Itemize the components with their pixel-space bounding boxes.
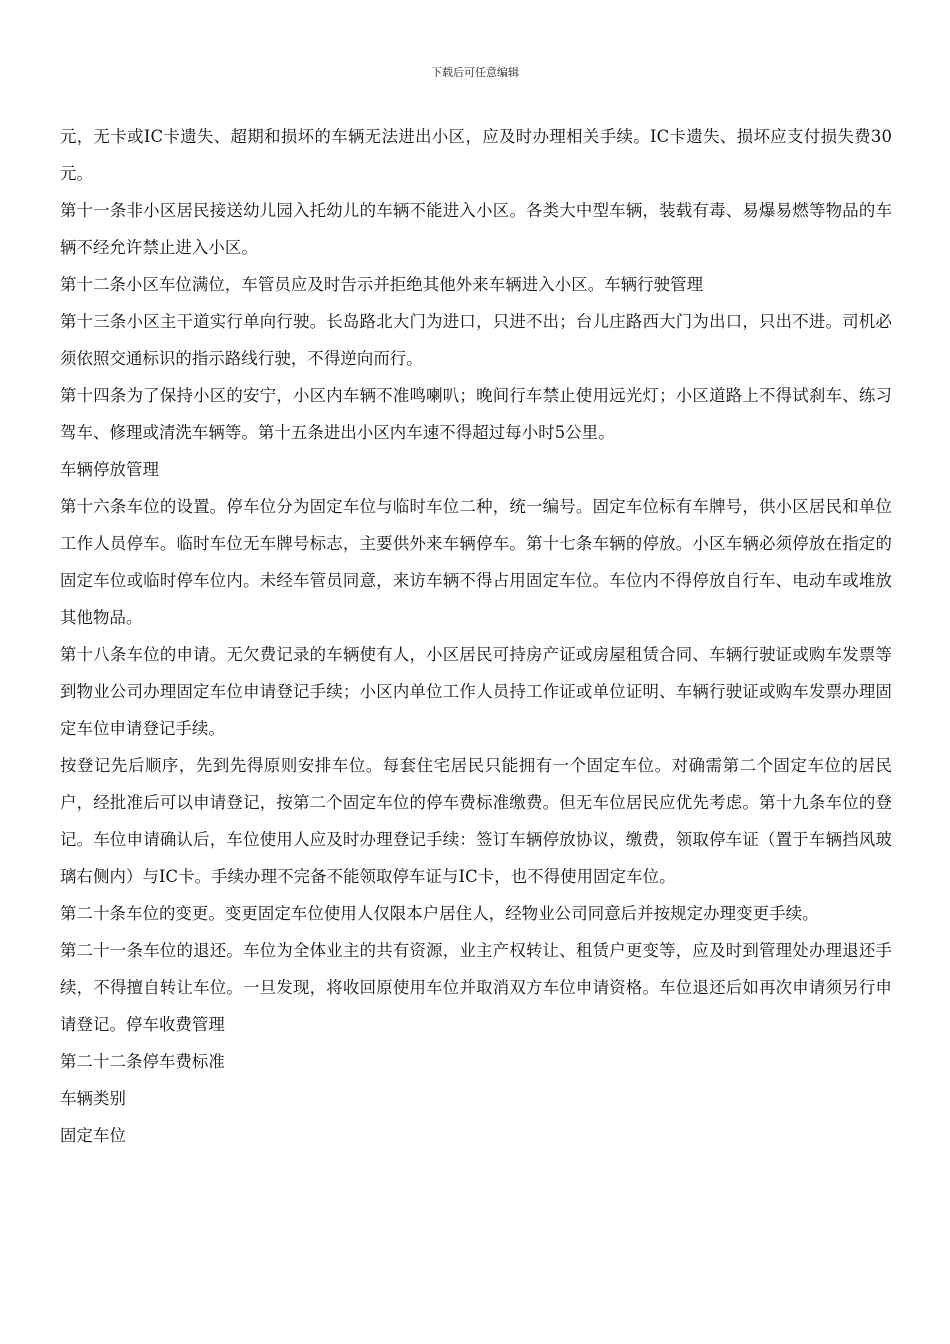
- paragraph-article-14-15: 第十四条为了保持小区的安宁，小区内车辆不准鸣喇叭；晚间行车禁止使用远光灯；小区道路上不得试刹车、练习驾车、修理或清洗车辆等。第十五条进出小区内车速不得超过每小时5公里。: [60, 386, 892, 442]
- paragraph-article-12: 第十二条小区车位满位，车管员应及时告示并拒绝其他外来车辆进入小区。车辆行驶管理: [60, 275, 704, 294]
- paragraph-article-18: 第十八条车位的申请。无欠费记录的车辆使有人，小区居民可持房产证或房屋租赁合同、车辆行驶证或购车发票等到物业公司办理固定车位申请登记手续；小区内单位工作人员持工作证或单位证明、车辆行驶证或购车发票办理固定车位申请登记手续。: [60, 645, 892, 738]
- paragraph-article-16-17: 第十六条车位的设置。停车位分为固定车位与临时车位二种，统一编号。固定车位标有车牌号，供小区居民和单位工作人员停车。临时车位无车牌号标志，主要供外来车辆停车。第十七条车辆的停放。小区车辆必须停放在指定的固定车位或临时停车位内。未经车管员同意，来访车辆不得占用固定车位。车位内不得停放自行车、电动车或堆放其他物品。: [60, 497, 892, 627]
- paragraph-article-21: 第二十一条车位的退还。车位为全体业主的共有资源，业主产权转让、租赁户更变等，应及时到管理处办理退还手续，不得擅自转让车位。一旦发现，将收回原使用车位并取消双方车位申请资格。车位退还后如再次申请须另行申请登记。停车收费管理: [60, 941, 892, 1034]
- paragraph-article-22: 第二十二条停车费标准: [60, 1052, 225, 1071]
- paragraph-article-19: 按登记先后顺序，先到先得原则安排车位。每套住宅居民只能拥有一个固定车位。对确需第二个固定车位的居民户，经批准后可以申请登记，按第二个固定车位的停车费标准缴费。但无车位居民应优先考虑。第十九条车位的登记。车位申请确认后，车位使用人应及时办理登记手续：签订车辆停放协议，缴费，领取停车证（置于车辆挡风玻璃右侧内）与IC卡。手续办理不完备不能领取停车证与IC卡，也不得使用固定车位。: [60, 756, 892, 886]
- label-fixed-space: 固定车位: [60, 1126, 126, 1145]
- document-body: [60, 118, 892, 1154]
- paragraph-article-11: 第十一条非小区居民接送幼儿园入托幼儿的车辆不能进入小区。各类大中型车辆，装载有毒、易爆易燃等物品的车辆不经允许禁止进入小区。: [60, 201, 892, 257]
- paragraph-ic-card: 元，无卡或IC卡遗失、超期和损坏的车辆无法进出小区，应及时办理相关手续。IC卡遗失、损坏应支付损失费30元。: [60, 127, 892, 183]
- paragraph-article-13: 第十三条小区主干道实行单向行驶。长岛路北大门为进口，只进不出；台儿庄路西大门为出口，只出不进。司机必须依照交通标识的指示路线行驶，不得逆向而行。: [60, 312, 892, 368]
- label-vehicle-category: 车辆类别: [60, 1089, 126, 1108]
- page-header: 下载后可任意编辑: [431, 66, 519, 79]
- section-heading-parking: 车辆停放管理: [60, 460, 159, 479]
- paragraph-article-20: 第二十条车位的变更。变更固定车位使用人仅限本户居住人，经物业公司同意后并按规定办理变更手续。: [60, 904, 819, 923]
